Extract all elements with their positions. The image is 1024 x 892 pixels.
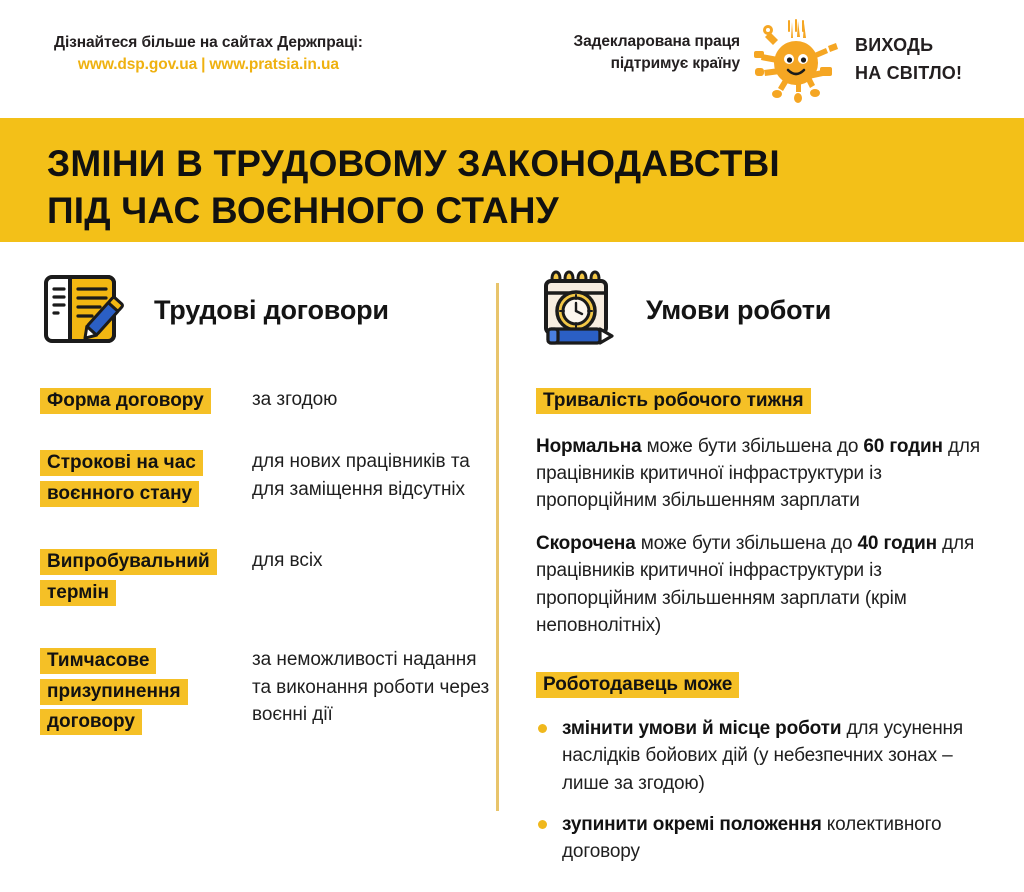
contract-row <box>40 546 492 609</box>
workweek-reduced-paragraph <box>536 530 998 639</box>
term-label <box>40 447 252 510</box>
column-divider <box>496 283 499 811</box>
link-pratsia[interactable]: www.pratsia.in.ua <box>209 55 339 73</box>
normal-label: Нормальна <box>536 435 642 457</box>
reduced-mid: може бути збільшена до <box>635 532 858 554</box>
bullet-rest-text: для усунення наслідків бойових дій (у небезпечних зонах – лише за згодою) <box>562 718 964 794</box>
subsection-heading-employer <box>536 670 998 701</box>
normal-hours: 60 годин <box>863 435 943 457</box>
section-header-left <box>40 264 492 356</box>
bullet-rest-text: колективного договору <box>562 814 942 863</box>
document-with-pencil-icon <box>40 269 128 351</box>
campaign-call-to-action <box>855 32 1015 88</box>
term-chip: Тимчасове призупинення договору <box>40 648 188 736</box>
link-separator: | <box>201 55 206 73</box>
reduced-label: Скорочена <box>536 532 636 554</box>
term-chip: Випробувальний термін <box>40 549 217 606</box>
calendar-clock-pencil-icon <box>536 269 624 351</box>
top-header-bar <box>0 0 1024 118</box>
bullet-dot-icon <box>538 820 547 829</box>
normal-mid: може бути збільшена до <box>641 435 864 457</box>
list-item <box>536 811 998 866</box>
section-title-left: Трудові договори <box>154 294 389 325</box>
contract-row <box>40 645 492 738</box>
normal-tail: для працівників критичної інфраструктури із пропорційним збільшенням зарплати <box>536 435 980 512</box>
list-item <box>536 715 998 797</box>
title-banner <box>0 118 1024 242</box>
term-description: за неможливості надання та виконання роботи через воєнні дії <box>252 648 490 726</box>
campaign-slogan <box>505 31 740 75</box>
employer-rights-list <box>536 715 998 866</box>
contract-row <box>40 385 492 417</box>
page-title <box>47 140 977 235</box>
promo-websites-block <box>54 33 363 75</box>
page-title-line-2: ПІД ЧАС ВОЄННОГО СТАНУ <box>47 190 559 232</box>
bullet-bold-text: змінити умови й місце роботи <box>562 718 842 740</box>
term-chip: Строкові на час воєнного стану <box>40 450 203 507</box>
term-label <box>40 385 252 417</box>
term-label <box>40 546 252 609</box>
section-title-right: Умови роботи <box>646 294 832 325</box>
section-labour-contracts <box>40 264 492 738</box>
term-description: для всіх <box>252 550 323 572</box>
promo-links <box>54 55 363 75</box>
subsection-chip: Тривалість робочого тижня <box>536 388 811 414</box>
subsection-chip: Роботодавець може <box>536 672 739 698</box>
contract-row <box>40 447 492 510</box>
reduced-tail: для працівників критичної інфраструктури із пропорційним збільшенням зарплати (крім неповнолітніх) <box>536 532 975 636</box>
bullet-bold-text: зупинити окремі положення <box>562 814 822 836</box>
workweek-normal-paragraph <box>536 433 998 515</box>
section-header-right <box>536 264 998 356</box>
subsection-heading-workweek <box>536 386 998 417</box>
section-work-conditions <box>536 264 998 880</box>
promo-label: Дізнайтеся більше на сайтах Держпраці: <box>54 34 363 51</box>
page-title-line-1: ЗМІНИ В ТРУДОВОМУ ЗАКОНОДАВСТВІ <box>47 143 780 184</box>
cta-line-1: ВИХОДЬ <box>855 35 934 55</box>
slogan-line-2: підтримує країну <box>610 55 740 72</box>
slogan-line-1: Задекларована праця <box>573 33 740 50</box>
term-description: для нових працівників та для заміщення відсутніх <box>252 450 470 500</box>
reduced-hours: 40 годин <box>857 532 937 554</box>
bullet-dot-icon <box>538 724 547 733</box>
smiling-sun-with-tools-icon <box>748 18 844 110</box>
term-label <box>40 645 252 738</box>
cta-line-2: НА СВІТЛО! <box>855 62 963 83</box>
term-description: за згодою <box>252 389 338 410</box>
link-dsp[interactable]: www.dsp.gov.ua <box>77 55 198 73</box>
term-chip: Форма договору <box>40 388 211 414</box>
